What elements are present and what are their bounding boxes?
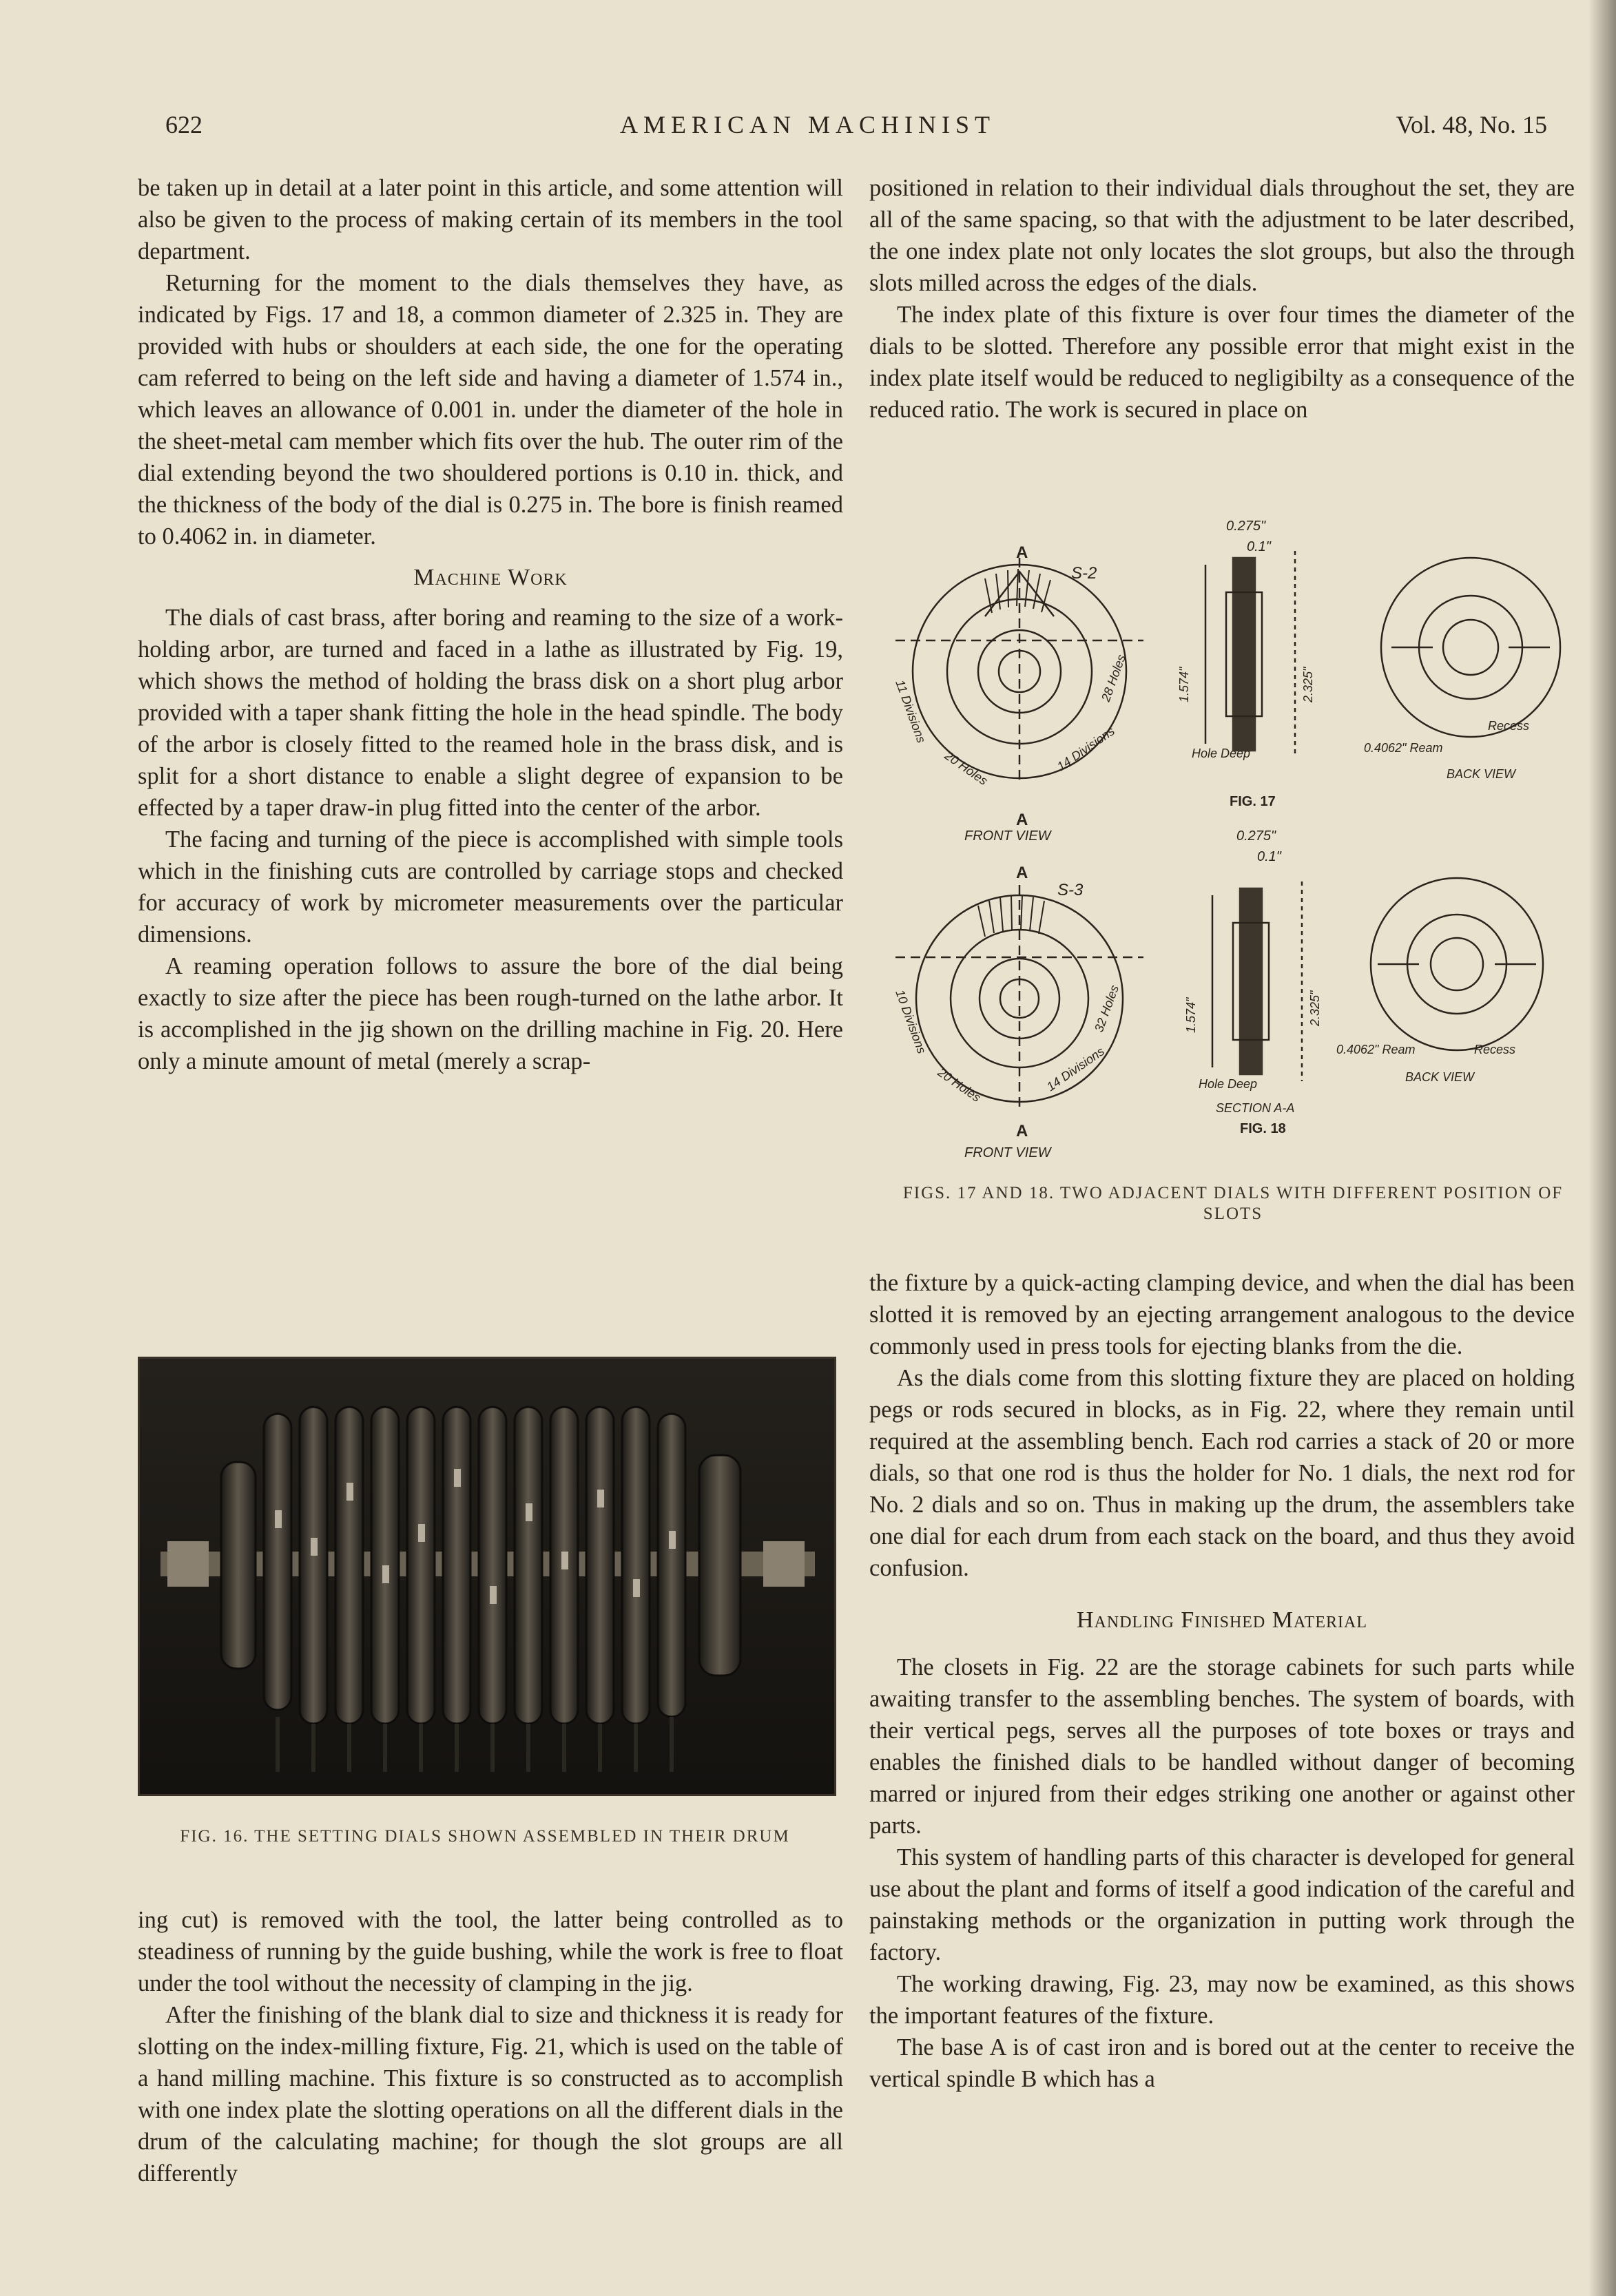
svg-text:Recess: Recess — [1474, 1043, 1516, 1056]
paragraph: As the dials come from this slotting fixture they are placed on holding pegs or rods secured in blocks, as in Fig. 22, where they remain until required at the assembling bench. Each rod carries a stack of 20 or more dials, so that one rod is thus the holder for No. 1 dials, the next rod for No. 2 dials and so on. Thus in making up the drum, the assemblers take one dial for each drum from each stack on the board, and thus they avoid confusion. — [869, 1365, 1575, 1581]
svg-text:Recess: Recess — [1488, 719, 1530, 733]
paragraph: This system of handling parts of this character is developed for general use about the plant and forms of itself a good indication of the careful and painstaking methods or the organization in putting work through the factory. — [869, 1844, 1575, 1965]
svg-text:FIG. 17: FIG. 17 — [1230, 794, 1276, 809]
paragraph: The working drawing, Fig. 23, may now be examined, as this shows the important features of the fixture. — [869, 1971, 1575, 2029]
svg-text:FRONT VIEW: FRONT VIEW — [964, 828, 1051, 844]
svg-text:0.1": 0.1" — [1257, 849, 1281, 864]
svg-text:32 Holes: 32 Holes — [1091, 983, 1122, 1034]
svg-text:BACK VIEW: BACK VIEW — [1405, 1070, 1475, 1084]
svg-text:1.574": 1.574" — [1184, 997, 1198, 1033]
svg-text:A: A — [1016, 811, 1028, 829]
svg-text:0.275": 0.275" — [1226, 519, 1266, 534]
svg-text:BACK VIEW: BACK VIEW — [1447, 767, 1516, 781]
fig18-section — [1212, 881, 1302, 1081]
paragraph: the fixture by a quick-acting clamping device, and when the dial has been slotted it is removed by an ejecting arrangement analogous to the device commonly used in press tools for ejecting blanks from the die. — [869, 1270, 1575, 1359]
left-column-top — [138, 172, 843, 1077]
fig17-18-caption: FIGS. 17 AND 18. TWO ADJACENT DIALS WITH DIFFERENT POSITION OF SLOTS — [902, 1184, 1564, 1223]
fig17-section — [1205, 551, 1295, 758]
journal-title: AMERICAN MACHINIST — [620, 111, 996, 138]
svg-text:SECTION A-A: SECTION A-A — [1216, 1101, 1295, 1115]
svg-text:0.275": 0.275" — [1236, 828, 1276, 844]
svg-text:20 Holes: 20 Holes — [942, 748, 991, 789]
paragraph: A reaming operation follows to assure the bore of the dial being exactly to size after the piece has been rough-turned on the lathe arbor. It is accomplished in the jig shown on the drilling machine in Fig. 20. Here only a minute amount of metal (merely a scrap- — [138, 953, 843, 1074]
paragraph: Returning for the moment to the dials themselves they have, as indicated by Figs. 17 and 18, a common diameter of 2.325 in. They are provided with hubs or shoulders at each side, the one for the operating cam referred to being on the left side and having a diameter of 1.574 in., which leaves an allowance of 0.001 in. under the diameter of the hole in the sheet-metal cam member which fits over the hub. The outer rim of the dial extending beyond the two shouldered portions is 0.10 in. thick, and the thickness of the body of the dial is 0.275 in. The bore is finish reamed to 0.4062 in. in diameter. — [138, 270, 843, 550]
svg-text:1.574": 1.574" — [1177, 667, 1191, 702]
fig16-photo — [138, 1357, 836, 1796]
svg-text:Hole Deep: Hole Deep — [1192, 747, 1251, 760]
page-number: 622 — [165, 111, 203, 138]
volume-info: Vol. 48, No. 15 — [1396, 111, 1547, 138]
paragraph: be taken up in detail at a later point in this article, and some attention will also be given to the process of making certain of its members in the tool department. — [138, 175, 843, 264]
svg-text:11 Divisions: 11 Divisions — [893, 678, 929, 745]
paragraph: The facing and turning of the piece is accomplished with simple tools which in the finishing cuts are controlled by carriage stops and checked for accuracy of work by micrometer measurements over the particular dimensions. — [138, 826, 843, 948]
section-heading: Handling Finished Material — [1077, 1607, 1367, 1633]
paragraph: The index plate of this fixture is over four times the diameter of the dials to be slotted. Therefore any possible error that might exist in the index plate itself would be reduced to negligibilty as a consequence of the reduced ratio. The work is secured in place on — [869, 302, 1575, 423]
right-column-bottom — [869, 1267, 1575, 2095]
svg-text:S-3: S-3 — [1057, 881, 1084, 899]
fig17-front-view — [895, 558, 1143, 785]
svg-text:A: A — [1016, 543, 1028, 562]
svg-text:FIG. 18: FIG. 18 — [1240, 1121, 1286, 1136]
svg-text:10 Divisions: 10 Divisions — [893, 988, 929, 1056]
fig18-back-view — [1371, 878, 1543, 1050]
svg-text:S-2: S-2 — [1071, 564, 1097, 583]
paragraph: positioned in relation to their individual dials throughout the set, they are all of the same spacing, so that with the adjustment to be later described, the one index plate not only locates the slot groups, but also the through slots milled across the edges of the dials. — [869, 175, 1575, 296]
svg-text:0.4062" Ream: 0.4062" Ream — [1364, 741, 1443, 755]
svg-text:2.325": 2.325" — [1308, 990, 1322, 1026]
paragraph: The dials of cast brass, after boring and reaming to the size of a work-holding arbor, are turned and faced in a lathe as illustrated by Fig. 19, which shows the method of holding the brass disk on a short plug arbor provided with a taper shank fitting the hole in the head spindle. The body of the arbor is closely fitted to the reamed hole in the brass disk, and is split for a short distance to enable a slight degree of expansion to be effected by a taper draw-in plug fitted into the center of the arbor. — [138, 605, 843, 821]
right-column-top — [869, 172, 1575, 426]
svg-text:2.325": 2.325" — [1301, 667, 1315, 702]
fig16-caption: FIG. 16. THE SETTING DIALS SHOWN ASSEMBLED IN THEIR DRUM — [180, 1827, 790, 1846]
fig17-back-view — [1381, 558, 1560, 737]
svg-text:14 Divisions: 14 Divisions — [1054, 724, 1117, 774]
paragraph: The closets in Fig. 22 are the storage cabinets for such parts while awaiting transfer to the assembling benches. The system of boards, with their vertical pegs, serves all the purposes of tote boxes or trays and enables the finished dials to be handled without danger of becoming marred or injured from their edges striking one another or against other parts. — [869, 1654, 1575, 1839]
svg-text:A: A — [1016, 864, 1028, 882]
paragraph: After the finishing of the blank dial to size and thickness it is ready for slotting on the index-milling fixture, Fig. 21, which is used on the table of a hand milling machine. This fixture is so constructed as to accomplish with one index plate the slotting operations on all the different dials in the drum of the calculating machine; for though the slot groups are all differently — [138, 2002, 843, 2187]
svg-text:0.4062" Ream: 0.4062" Ream — [1336, 1043, 1416, 1056]
svg-text:20 Holes: 20 Holes — [935, 1065, 984, 1105]
paragraph: ing cut) is removed with the tool, the latter being controlled as to steadiness of running by the guide bushing, while the work is free to float under the tool without the necessity of clamping in the jig. — [138, 1907, 843, 1996]
svg-text:0.1": 0.1" — [1247, 539, 1271, 554]
svg-text:A: A — [1016, 1122, 1028, 1140]
svg-text:FRONT VIEW: FRONT VIEW — [964, 1145, 1051, 1160]
section-heading: Machine Work — [413, 565, 568, 590]
svg-text:14 Divisions: 14 Divisions — [1044, 1044, 1107, 1094]
paragraph: The base A is of cast iron and is bored out at the center to receive the vertical spindle B which has a — [869, 2034, 1575, 2092]
fig17-18-drawing — [882, 482, 1598, 1171]
left-column-bottom — [138, 1904, 843, 2189]
svg-text:Hole Deep: Hole Deep — [1199, 1077, 1258, 1091]
running-header — [0, 110, 1616, 145]
svg-text:28 Holes: 28 Holes — [1098, 652, 1129, 704]
